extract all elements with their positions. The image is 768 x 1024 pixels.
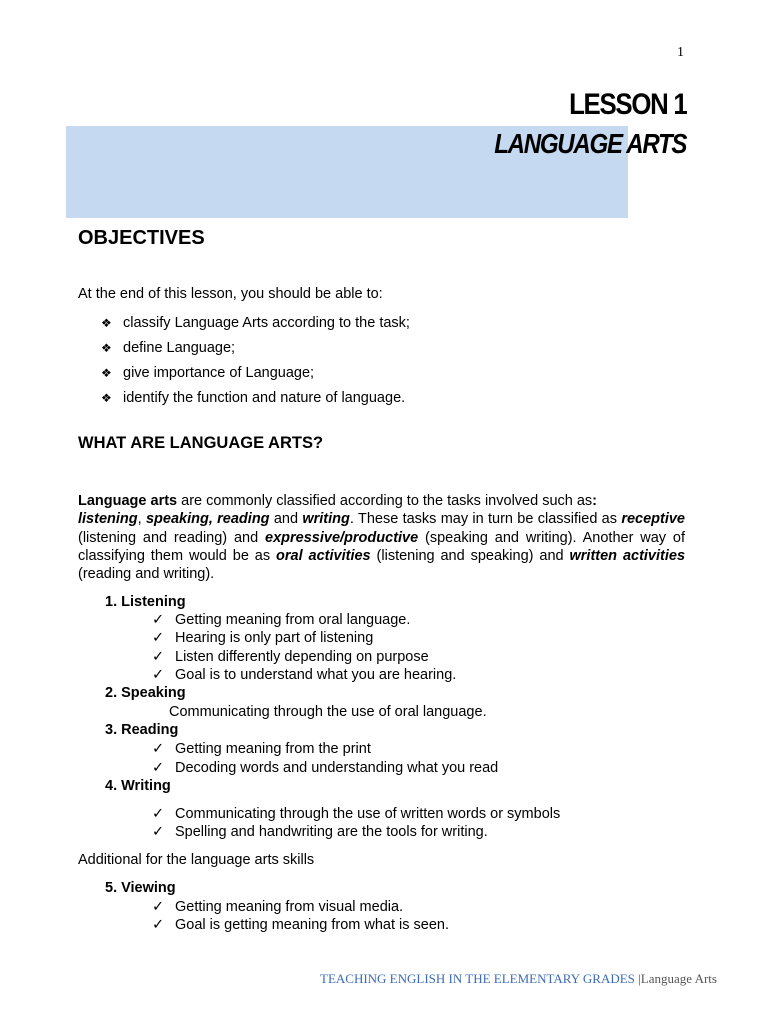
lesson-number: LESSON 1: [568, 88, 686, 121]
objective-item: [101, 389, 410, 414]
paragraph-text: and: [269, 511, 303, 528]
paragraph-text: ,: [137, 511, 146, 528]
paragraph-text: (speaking and writing). Another way of classifying them would be as: [78, 529, 686, 564]
list-item-text: Getting meaning from the print: [175, 741, 371, 757]
list-item-text: Spelling and handwriting are the tools for writing.: [175, 824, 488, 840]
list-item: [152, 899, 403, 915]
additional-note: Additional for the language arts skills: [78, 852, 315, 868]
term-expressive: expressive/productive: [265, 529, 419, 546]
list-item: [152, 649, 429, 665]
diamond-bullet-icon: ❖: [101, 341, 112, 355]
term-language-arts: Language arts: [78, 493, 178, 509]
paragraph-text: (reading and writing).: [78, 566, 215, 583]
check-icon: ✓: [152, 667, 165, 683]
list-item-text: Communicating through the use of written words or symbols: [175, 806, 561, 822]
check-icon: ✓: [152, 741, 165, 757]
skill-heading-viewing: 5. Viewing: [105, 880, 176, 896]
list-item: [152, 741, 371, 757]
paragraph-text: (listening and reading) and: [78, 529, 266, 546]
check-icon: ✓: [152, 649, 165, 665]
footer-separator: |: [638, 971, 641, 986]
check-icon: ✓: [152, 760, 165, 776]
list-item-text: Communicating through the use of oral language.: [169, 704, 487, 720]
check-icon: ✓: [152, 917, 165, 933]
list-item-text: Getting meaning from visual media.: [175, 899, 404, 915]
objective-item: [101, 314, 410, 339]
list-item: [152, 612, 410, 628]
diamond-bullet-icon: ❖: [101, 316, 112, 330]
skill-heading-writing: 4. Writing: [105, 778, 171, 794]
intro-paragraph: [78, 492, 685, 583]
paragraph-text: (listening and speaking) and: [370, 547, 570, 564]
page-footer: [320, 971, 717, 987]
objective-item: [101, 339, 410, 364]
term-speaking-reading: speaking, reading: [145, 511, 270, 528]
diamond-bullet-icon: ❖: [101, 391, 112, 405]
list-item-text: Listen differently depending on purpose: [175, 649, 429, 665]
footer-topic: Language Arts: [640, 971, 717, 986]
list-item-text: Getting meaning from oral language.: [175, 612, 411, 628]
term-written-activities: written activities: [569, 547, 686, 564]
term-receptive: receptive: [621, 511, 685, 528]
objective-text: give importance of Language;: [123, 365, 315, 381]
paragraph-text: . These tasks may in turn be classified as: [349, 511, 622, 528]
check-icon: ✓: [152, 899, 165, 915]
list-item: [152, 760, 498, 776]
term-oral-activities: oral activities: [276, 547, 371, 564]
list-item-text: Goal is to understand what you are hearing.: [175, 667, 457, 683]
skill-heading-speaking: 2. Speaking: [105, 685, 186, 701]
list-item: [152, 667, 456, 683]
term-listening: listening: [78, 511, 138, 528]
objective-text: define Language;: [123, 340, 236, 356]
list-item-text: Decoding words and understanding what you read: [175, 760, 499, 776]
missing-glyph-icon: [152, 704, 169, 720]
list-item-text: Hearing is only part of listening: [175, 630, 374, 646]
objectives-heading: OBJECTIVES: [78, 227, 205, 249]
objective-text: classify Language Arts according to the task;: [123, 315, 410, 331]
paragraph-colon: :: [592, 493, 598, 509]
list-item: [152, 630, 373, 646]
objective-item: [101, 364, 410, 389]
skill-heading-listening: 1. Listening: [105, 594, 186, 610]
list-item: [152, 806, 560, 822]
list-item-text: Goal is getting meaning from what is seen.: [175, 917, 450, 933]
list-item: [152, 824, 488, 840]
objective-text: identify the function and nature of language.: [123, 390, 406, 406]
check-icon: ✓: [152, 806, 165, 822]
skill-heading-reading: 3. Reading: [105, 722, 179, 738]
lesson-title: LANGUAGE ARTS: [494, 128, 686, 159]
page-number: 1: [677, 45, 684, 60]
objectives-list: [101, 314, 410, 414]
list-item: [152, 704, 487, 720]
list-item: [152, 917, 449, 933]
diamond-bullet-icon: ❖: [101, 366, 112, 380]
section-heading: WHAT ARE LANGUAGE ARTS?: [78, 434, 324, 452]
term-writing: writing: [302, 511, 350, 528]
check-icon: ✓: [152, 824, 165, 840]
paragraph-text: are commonly classified according to the tasks involved such as: [177, 493, 593, 509]
check-icon: ✓: [152, 612, 165, 628]
check-icon: ✓: [152, 630, 165, 646]
footer-course: TEACHING ENGLISH IN THE ELEMENTARY GRADES: [320, 971, 635, 986]
objectives-intro: At the end of this lesson, you should be able to:: [78, 286, 383, 302]
